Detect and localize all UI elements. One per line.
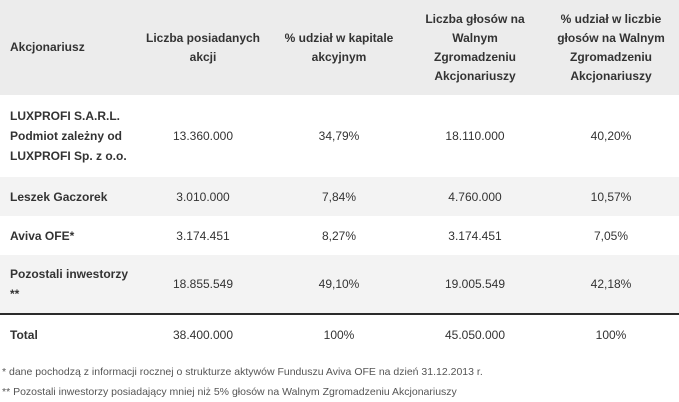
capital-share: 34,79% (271, 95, 407, 177)
total-row (0, 314, 679, 354)
header-shares-count: Liczba posiadanych akcji (135, 0, 271, 95)
shares-count: 13.360.000 (135, 95, 271, 177)
table-row (0, 95, 679, 177)
header-votes-share: % udział w liczbie głosów na Walnym Zgromadzeniu Akcjonariuszy (543, 0, 679, 95)
table-body (0, 95, 679, 354)
table-row (0, 177, 679, 216)
total-capital-share: 100% (271, 314, 407, 354)
table-row (0, 216, 679, 255)
votes-share: 10,57% (543, 177, 679, 216)
shareholder-name: Pozostali inwestorzy ** (0, 255, 135, 314)
header-capital-share: % udział w kapitale akcyjnym (271, 0, 407, 95)
votes-count: 3.174.451 (407, 216, 543, 255)
shareholder-name: Leszek Gaczorek (0, 177, 135, 216)
votes-count: 4.760.000 (407, 177, 543, 216)
votes-count: 19.005.549 (407, 255, 543, 314)
header-row (0, 0, 679, 95)
total-label: Total (0, 314, 135, 354)
footnote-other-investors: ** Pozostali inwestorzy posiadający mniej niż 5% głosów na Walnym Zgromadzeniu Akcjonariuszy (2, 386, 457, 398)
votes-share: 7,05% (543, 216, 679, 255)
votes-count: 18.110.000 (407, 95, 543, 177)
shares-count: 18.855.549 (135, 255, 271, 314)
table-header (0, 0, 679, 95)
capital-share: 8,27% (271, 216, 407, 255)
shares-count: 3.010.000 (135, 177, 271, 216)
shareholder-name: LUXPROFI S.A.R.L. Podmiot zależny od LUXPROFI Sp. z o.o. (0, 95, 135, 177)
capital-share: 7,84% (271, 177, 407, 216)
footnote-aviva-source: * dane pochodzą z informacji rocznej o strukturze aktywów Funduszu Aviva OFE na dzień 31.12.2013 r. (2, 366, 483, 378)
table-row (0, 255, 679, 314)
total-shares-count: 38.400.000 (135, 314, 271, 354)
votes-share: 42,18% (543, 255, 679, 314)
capital-share: 49,10% (271, 255, 407, 314)
shares-count: 3.174.451 (135, 216, 271, 255)
votes-share: 40,20% (543, 95, 679, 177)
total-votes-count: 45.050.000 (407, 314, 543, 354)
header-votes-count: Liczba głosów na Walnym Zgromadzeniu Akcjonariuszy (407, 0, 543, 95)
total-votes-share: 100% (543, 314, 679, 354)
footnotes (2, 362, 679, 402)
shareholder-name: Aviva OFE* (0, 216, 135, 255)
header-shareholder: Akcjonariusz (0, 0, 135, 95)
